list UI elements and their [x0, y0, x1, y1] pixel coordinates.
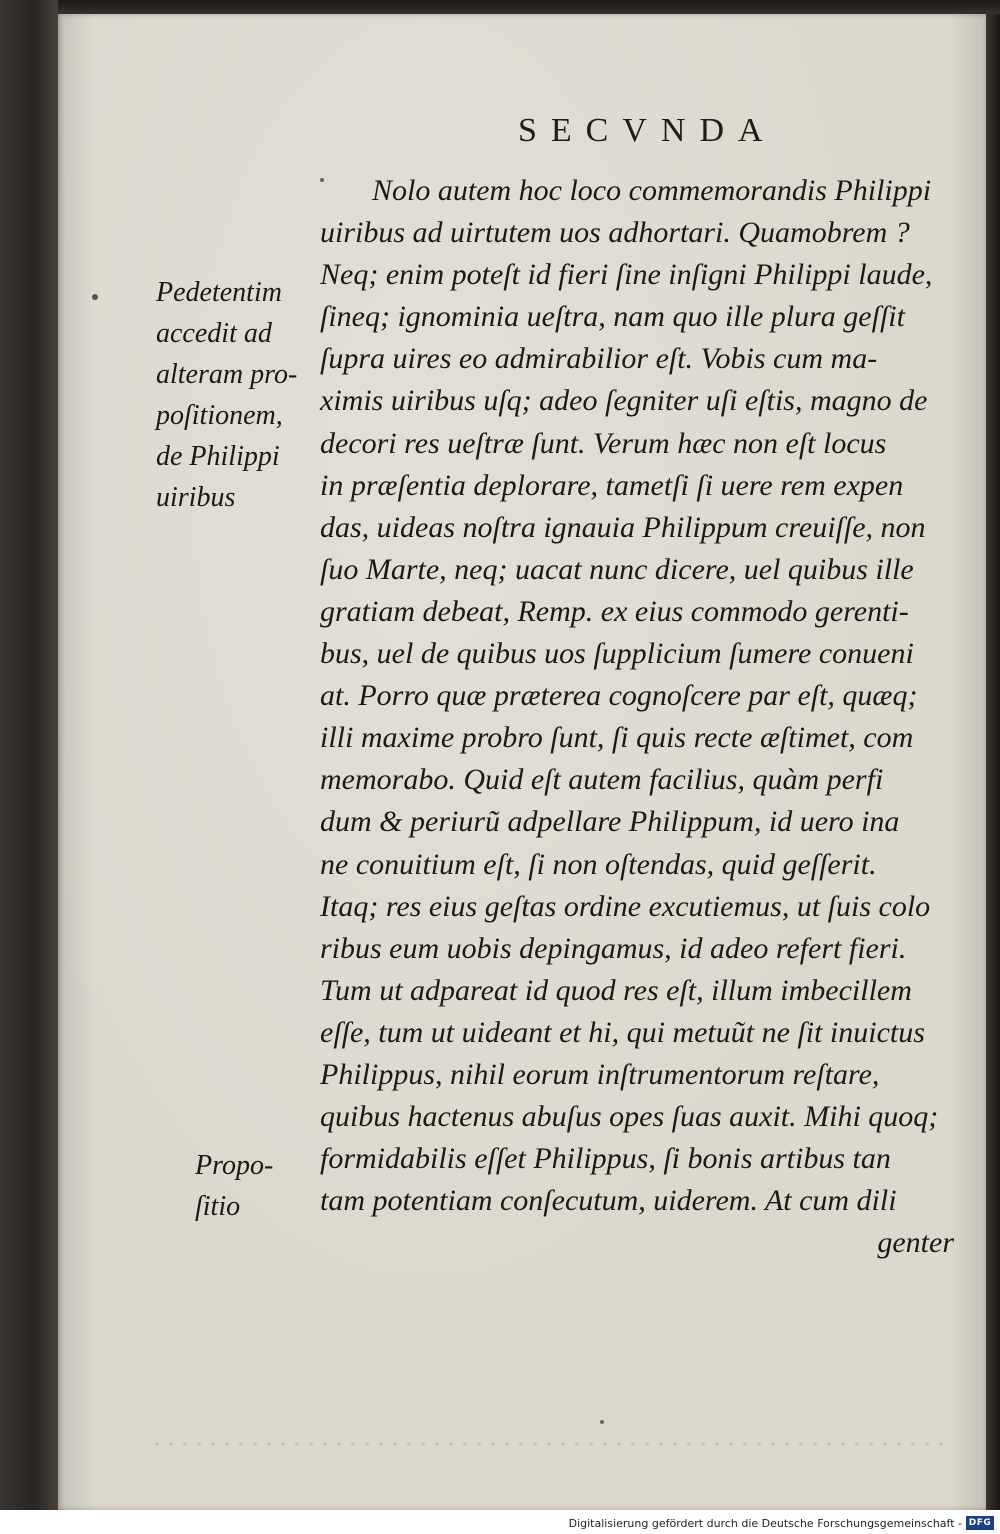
text-line: das, uideas noſtra ignauia Philippum creuiſſe, non [320, 510, 926, 544]
text-line: in præſentia deplorare, tametſi ſi uere rem expen [320, 468, 904, 502]
text-line: Nolo autem hoc loco commemorandis Philippi [372, 174, 932, 207]
text-line: ximis uiribus uſq; adeo ſegniter uſi eſtis, magno de [320, 384, 928, 418]
dfg-logo[interactable]: DFG [966, 1516, 994, 1530]
marginal-note-line: alteram pro- [156, 359, 298, 390]
marginal-note-line: poſitionem, [156, 400, 283, 431]
running-head: SECVNDA [518, 112, 777, 149]
text-line: uiribus ad uirtutem uos adhortari. Quamobrem ? [320, 216, 910, 250]
text-line: ribus eum uobis depingamus, id adeo refert fieri. [320, 931, 907, 965]
footer-bar [0, 1510, 1000, 1534]
marginal-note-line: Pedetentim [156, 277, 282, 308]
text-line: ſineq; ignominia ueſtra, nam quo ille plura geſſit [320, 300, 905, 334]
text-line: Philippus, nihil eorum inſtrumentorum reſtare, [320, 1057, 880, 1091]
marginal-note-line: de Philippi [156, 441, 280, 472]
marginal-note-line: uiribus [156, 482, 236, 513]
text-line: Neq; enim poteſt id fieri ſine inſigni Philippi laude, [320, 258, 933, 292]
ink-speck [600, 1420, 604, 1424]
text-line: eſſe, tum ut uideant et hi, qui metuũt ne ſit inuictus [320, 1015, 925, 1049]
text-line: Tum ut adpareat id quod res eſt, illum imbecillem [320, 973, 912, 1007]
marginal-note [195, 1145, 273, 1227]
book-spine-edge [0, 0, 58, 1534]
text-line: illi maxime probro ſunt, ſi quis recte æſtimet, com [320, 721, 914, 755]
main-text-block [320, 170, 960, 1264]
bleed-through-dots [150, 1440, 950, 1448]
scan-right-edge [986, 14, 1000, 1510]
marginal-note-line: Propo- [195, 1150, 274, 1181]
marginal-note-line: accedit ad [156, 318, 272, 349]
text-line: bus, uel de quibus uos ſupplicium ſumere conueni [320, 637, 914, 671]
text-line: at. Porro quæ præterea cognoſcere par eſt, quæq; [320, 679, 918, 713]
text-line: ſupra uires eo admirabilior eſt. Vobis cum ma- [320, 342, 878, 376]
text-line: quibus hactenus abuſus opes ſuas auxit. Mihi quoq; [320, 1100, 939, 1134]
text-line: tam potentiam conſecutum, uiderem. At cum dili [320, 1184, 897, 1218]
text-line: formidabilis eſſet Philippus, ſi bonis artibus tan [320, 1142, 891, 1176]
catchword: genter [877, 1226, 954, 1260]
ink-speck [92, 294, 98, 300]
text-line: memorabo. Quid eſt autem facilius, quàm perfi [320, 763, 884, 797]
text-line: ſuo Marte, neq; uacat nunc dicere, uel quibus ille [320, 552, 914, 586]
marginal-note-line: ſitio [195, 1191, 241, 1222]
text-line: dum & periurũ adpellare Philippum, id uero ina [320, 805, 900, 839]
funding-credit: Digitalisierung gefördert durch die Deutsche Forschungsgemeinschaft - [568, 1517, 962, 1530]
text-line: decori res ueſtræ ſunt. Verum hæc non eſt locus [320, 426, 887, 460]
text-line: ne conuitium eſt, ſi non oſtendas, quid geſſerit. [320, 847, 877, 881]
text-line: gratiam debeat, Remp. ex eius commodo gerenti- [320, 594, 909, 628]
marginal-note [156, 272, 297, 518]
text-line: Itaq; res eius geſtas ordine excutiemus, ut ſuis colo [320, 889, 931, 923]
